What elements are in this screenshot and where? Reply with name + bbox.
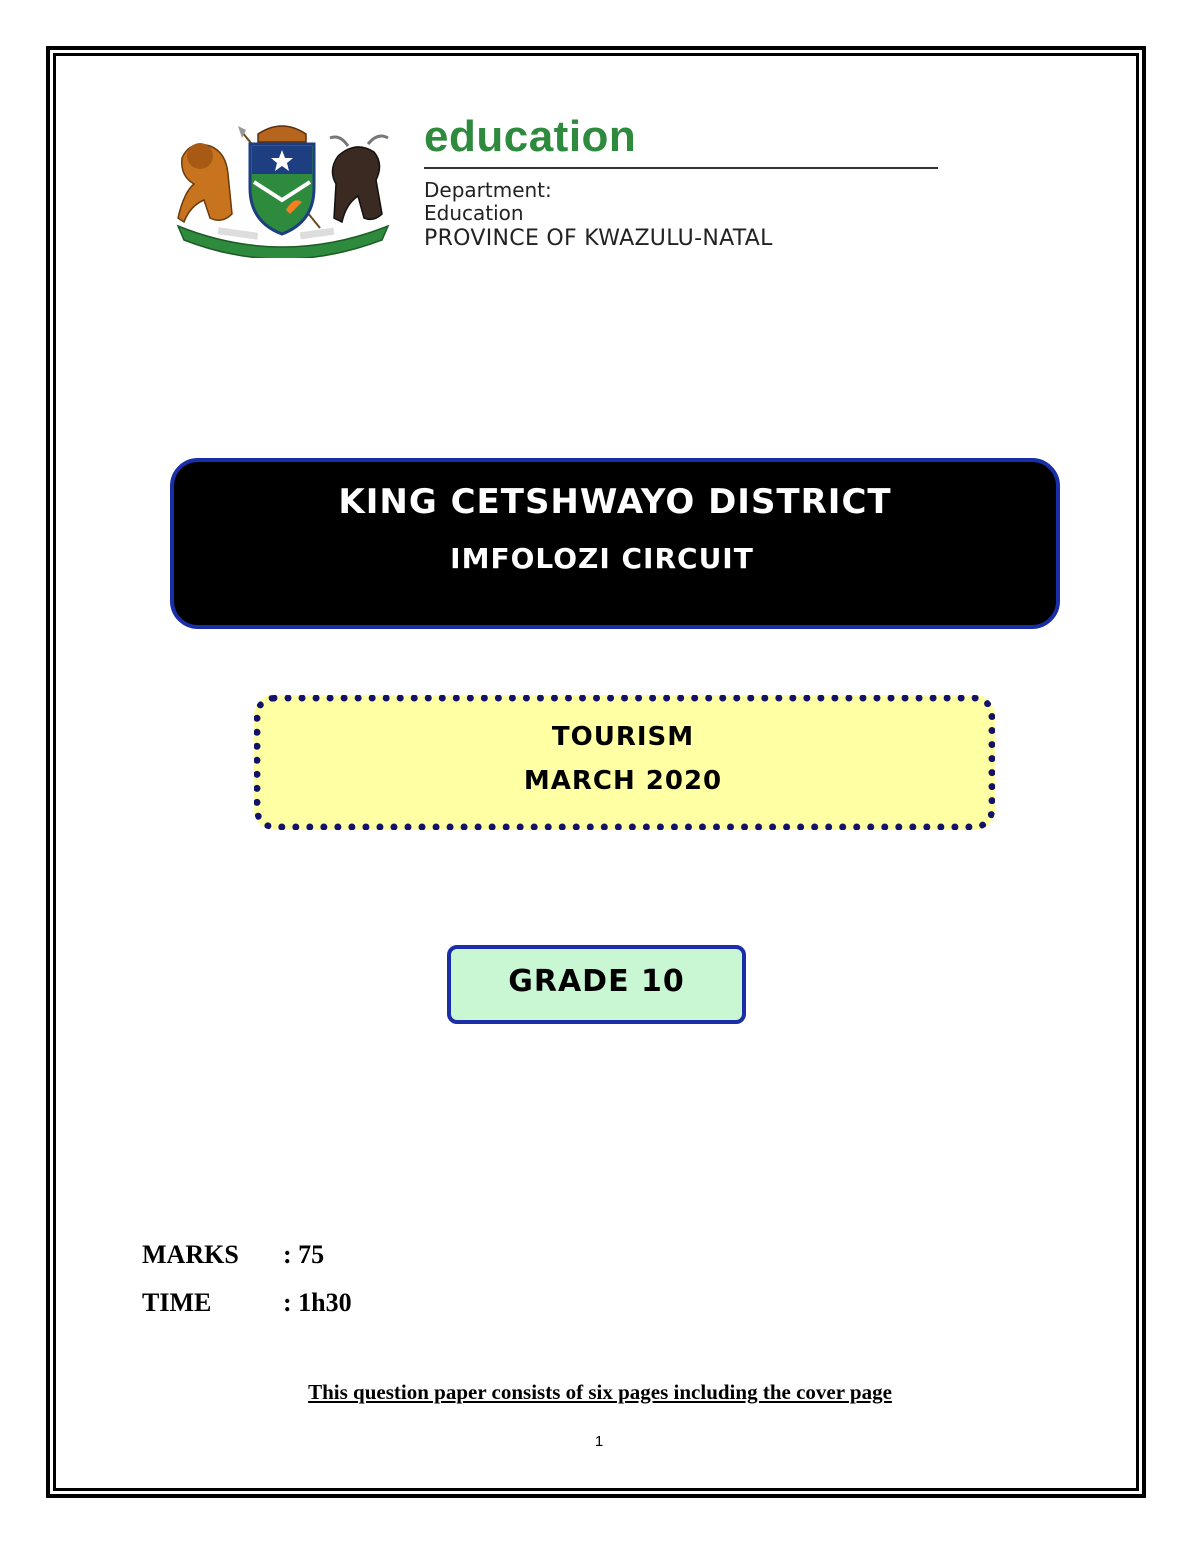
circuit-title: IMFOLOZI CIRCUIT — [450, 542, 754, 575]
header-rule — [424, 167, 938, 169]
exam-date: MARCH 2020 — [523, 766, 723, 796]
marks-label: MARKS — [142, 1240, 239, 1269]
district-title: KING CETSHWAYO DISTRICT — [338, 482, 892, 522]
time-value: : 1h30 — [283, 1288, 352, 1317]
subject-box — [254, 695, 995, 830]
time-label: TIME — [142, 1288, 212, 1317]
page-count-note: This question paper consists of six pages including the cover page — [308, 1380, 892, 1404]
subject-name: TOURISM — [551, 722, 695, 752]
department-name: Education — [424, 201, 524, 225]
page-number: 1 — [594, 1433, 604, 1450]
province-name: PROVINCE OF KWAZULU-NATAL — [424, 226, 773, 251]
kzn-coat-of-arms-icon — [170, 118, 395, 258]
grade-label: GRADE 10 — [508, 964, 685, 999]
education-brand-word: education — [424, 112, 637, 161]
department-label: Department: — [424, 178, 552, 202]
marks-value: : 75 — [283, 1240, 325, 1269]
